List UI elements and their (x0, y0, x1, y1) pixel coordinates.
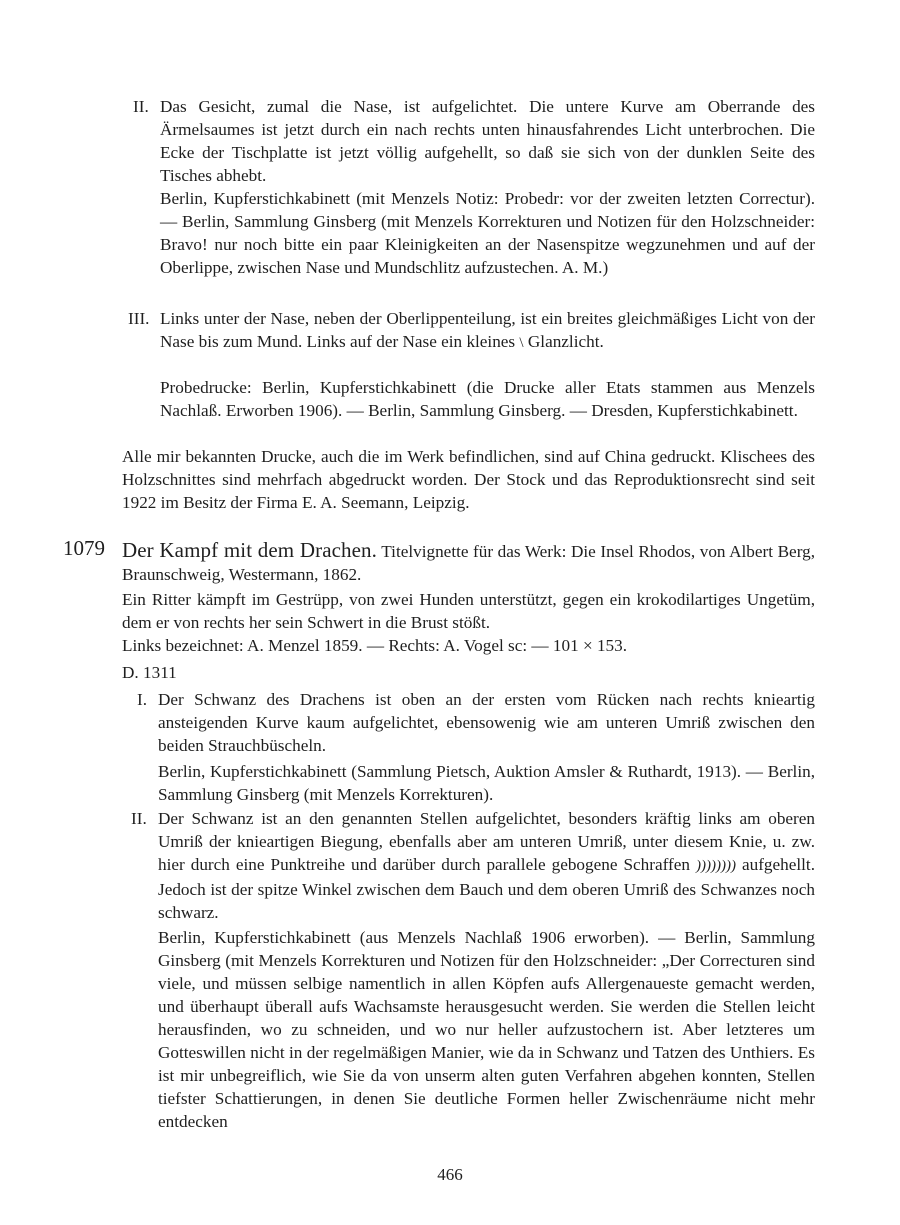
entry-signature: Links bezeichnet: A. Menzel 1859. — Rechts: A. Vogel sc: — 101 × 153. (122, 636, 628, 655)
state-description (158, 807, 815, 924)
state-description: Der Schwanz des Drachens ist oben an der ersten vom Rücken nach rechts kniеartig ansteigenden Kurve kaum aufgelichtet, ebensowenig wie am unteren Umriß zwischen den beiden Strauchbüscheln. (158, 690, 815, 755)
state-label: III. (128, 309, 150, 328)
state-label: II. (131, 809, 147, 828)
state-collections: Probedrucke: Berlin, Kupferstichkabinett (die Drucke aller Etats stammen aus Menzels Nachlaß. Erworben 1906). — Berlin, Sammlung Ginsberg. — Dresden, Kupferstichkabinett. (160, 378, 815, 420)
state-description (160, 307, 815, 355)
state-collections: Berlin, Kupferstichkabinett (aus Menzels Nachlaß 1906 erworben). — Berlin, Sammlung Ginsberg (mit Menzels Korrekturen und Notizen für den Holzschneider: „Der Correcturen sind viele, und müssen selbige namentlich in allen Köpfen aufs Allergenaueste gemacht werden, und überhaupt überall aufs Wachsamste herausgesucht werden. Sie werden die Stellen leicht herausfinden, wo zu schneiden, und wo nur heller aufzustochern ist. Aber letzteres um Gotteswillen nicht in der regelmäßigen Manier, wie da in Schwanz und Tatzen des Unthiers. Es ist mir unbegreiflich, wie Sie da von unserm alten guten Verfahren abgehen konnten, Stellen tiefster Schattierungen, in denen Sie deutliche Formen heller Zwischenräume nicht mehr entdecken (158, 928, 815, 1131)
state-label: II. (133, 97, 149, 116)
state-description: Das Gesicht, zumal die Nase, ist aufgelichtet. Die untere Kurve am Oberrande des Ärmelsaumes ist jetzt durch ein nach rechts unten hinausfahrendes Licht unterbrochen. Die Ecke der Tischplatte ist jetzt völlig aufgehellt, so daß sie sich von der dunklen Seite des Tisches abhebt. (160, 97, 815, 185)
state-label: I. (137, 690, 148, 709)
state-description-part: aufgehellt. Jedoch ist der spitze Winkel zwischen dem Bauch und dem oberen Umriß des Schwanzes noch schwarz. (158, 855, 815, 922)
state-description-part: Der Schwanz ist an den genannten Stellen aufgelichtet, besonders kräftig links am oberen Umriß der kniеartigen Biegung, ebenfalls aber am unteren Umriß, unter diesem Knie, u. zw. hier durch eine Punktreihe und darüber durch parallele gebogene Schraffen (158, 809, 815, 874)
state-collections: Berlin, Kupferstichkabinett (Sammlung Pietsch, Auktion Amsler & Ruthardt, 1913). — Berlin, Sammlung Ginsberg (mit Menzels Korrekturen). (158, 762, 815, 804)
entry-heading (122, 539, 815, 586)
entry-number: 1079 (63, 536, 105, 560)
state-description-part: Links unter der Nase, neben der Oberlippenteilung, ist ein breites gleichmäßiges Licht von der Nase bis zum Mund. Links auf der Nase ein kleines (160, 309, 815, 351)
entry-subtitle: Titelvignette für das Werk: Die Insel Rhodos, von Albert Berg, Braunschweig, Westermann, 1862. (122, 542, 815, 584)
hatching-mark-glyph: )))))))) (696, 858, 736, 874)
highlight-mark-glyph: \ (519, 335, 524, 351)
entry-description: Ein Ritter kämpft im Gestrüpp, von zwei Hunden unterstützt, gegen ein krokodilartiges Ungetüm, dem er von rechts her sein Schwert in die Brust stößt. (122, 590, 815, 632)
state-description-part: Glanzlicht. (527, 332, 604, 351)
entry-title: Der Kampf mit dem Drachen. (122, 538, 378, 562)
page-number: 466 (437, 1165, 463, 1184)
entry-reference: D. 1311 (122, 663, 177, 682)
print-note: Alle mir bekannten Drucke, auch die im Werk befindlichen, sind auf China gedruckt. Klischees des Holzschnittes sind mehrfach abgedruckt worden. Der Stock und das Reproduktionsrecht sind seit 1922 im Besitz der Firma E. A. Seemann, Leipzig. (122, 447, 815, 512)
state-collections: Berlin, Kupferstichkabinett (mit Menzels Notiz: Probedr: vor der zweiten letzten Correctur). — Berlin, Sammlung Ginsberg (mit Menzels Korrekturen und Notizen für den Holzschneider: Bravo! nur noch bitte ein paar Kleinigkeiten an der Nasenspitze wegzunehmen und auf der Oberlippe, zwischen Nase und Mundschlitz aufzustechen. A. M.) (160, 189, 815, 277)
